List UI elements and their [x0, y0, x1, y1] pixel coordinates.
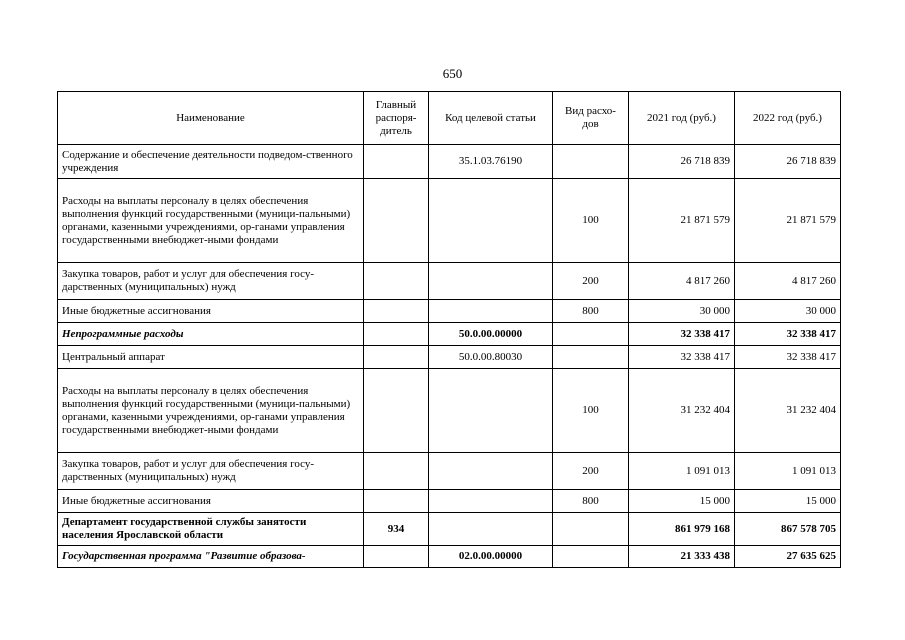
cell-code [429, 490, 553, 513]
cell-2022: 1 091 013 [735, 453, 841, 490]
cell-grbs [364, 263, 429, 300]
cell-2021: 15 000 [629, 490, 735, 513]
cell-name: Закупка товаров, работ и услуг для обеспечения госу-дарственных (муниципальных) нужд [58, 453, 364, 490]
cell-2022: 32 338 417 [735, 323, 841, 346]
header-code: Код целевой статьи [429, 92, 553, 145]
cell-type: 100 [553, 179, 629, 263]
cell-type [553, 323, 629, 346]
cell-grbs [364, 179, 429, 263]
cell-2021: 21 333 438 [629, 546, 735, 568]
cell-2022: 27 635 625 [735, 546, 841, 568]
cell-name: Расходы на выплаты персоналу в целях обеспечения выполнения функций государственными (муници-пальными) органами, казенными учреждениями, ор-ганами управления государственными внебюджет-ными фондами [58, 369, 364, 453]
cell-name: Государственная программа "Развитие образова- [58, 546, 364, 568]
cell-name: Содержание и обеспечение деятельности подведом-ственного учреждения [58, 145, 364, 179]
cell-type: 100 [553, 369, 629, 453]
cell-code [429, 513, 553, 546]
cell-name: Центральный аппарат [58, 346, 364, 369]
cell-name: Расходы на выплаты персоналу в целях обеспечения выполнения функций государственными (муници-пальными) органами, казенными учреждениями, ор-ганами управления государственными внебюджет-ными фондами [58, 179, 364, 263]
budget-table [57, 91, 841, 568]
header-type: Вид расхо-дов [553, 92, 629, 145]
cell-code [429, 179, 553, 263]
cell-type [553, 513, 629, 546]
cell-type: 200 [553, 263, 629, 300]
cell-2021: 32 338 417 [629, 323, 735, 346]
cell-name: Иные бюджетные ассигнования [58, 300, 364, 323]
table-row [58, 346, 841, 369]
cell-type [553, 346, 629, 369]
cell-grbs [364, 490, 429, 513]
cell-2021: 1 091 013 [629, 453, 735, 490]
cell-code: 02.0.00.00000 [429, 546, 553, 568]
cell-code: 50.0.00.00000 [429, 323, 553, 346]
page-number: 650 [442, 66, 463, 81]
table-row [58, 490, 841, 513]
cell-name: Иные бюджетные ассигнования [58, 490, 364, 513]
cell-name: Департамент государственной службы занятости населения Ярославской области [58, 513, 364, 546]
table-row [58, 300, 841, 323]
cell-2021: 31 232 404 [629, 369, 735, 453]
cell-grbs [364, 346, 429, 369]
table-row [58, 513, 841, 546]
cell-grbs [364, 145, 429, 179]
cell-grbs [364, 453, 429, 490]
cell-code [429, 300, 553, 323]
cell-2022: 15 000 [735, 490, 841, 513]
table-row [58, 263, 841, 300]
cell-code [429, 453, 553, 490]
cell-code: 35.1.03.76190 [429, 145, 553, 179]
table-row [58, 546, 841, 568]
cell-2021: 30 000 [629, 300, 735, 323]
table-header-row [58, 92, 841, 145]
table-row [58, 453, 841, 490]
cell-2022: 4 817 260 [735, 263, 841, 300]
cell-code: 50.0.00.80030 [429, 346, 553, 369]
cell-2022: 21 871 579 [735, 179, 841, 263]
cell-grbs [364, 546, 429, 568]
cell-type: 800 [553, 490, 629, 513]
cell-2022: 32 338 417 [735, 346, 841, 369]
table-row [58, 369, 841, 453]
cell-type: 800 [553, 300, 629, 323]
cell-grbs [364, 300, 429, 323]
cell-2021: 21 871 579 [629, 179, 735, 263]
cell-2021: 26 718 839 [629, 145, 735, 179]
header-2022: 2022 год (руб.) [735, 92, 841, 145]
table-row [58, 145, 841, 179]
header-name: Наименование [58, 92, 364, 145]
cell-2021: 32 338 417 [629, 346, 735, 369]
cell-grbs [364, 323, 429, 346]
cell-code [429, 263, 553, 300]
cell-name: Непрограммные расходы [58, 323, 364, 346]
cell-grbs [364, 369, 429, 453]
table-row [58, 179, 841, 263]
cell-type: 200 [553, 453, 629, 490]
header-2021: 2021 год (руб.) [629, 92, 735, 145]
cell-2022: 31 232 404 [735, 369, 841, 453]
cell-2021: 861 979 168 [629, 513, 735, 546]
cell-2022: 867 578 705 [735, 513, 841, 546]
cell-grbs: 934 [364, 513, 429, 546]
cell-2021: 4 817 260 [629, 263, 735, 300]
cell-2022: 30 000 [735, 300, 841, 323]
header-grbs: Главный распоря-дитель [364, 92, 429, 145]
table-row [58, 323, 841, 346]
cell-type [553, 145, 629, 179]
cell-code [429, 369, 553, 453]
cell-2022: 26 718 839 [735, 145, 841, 179]
cell-name: Закупка товаров, работ и услуг для обеспечения госу-дарственных (муниципальных) нужд [58, 263, 364, 300]
cell-type [553, 546, 629, 568]
